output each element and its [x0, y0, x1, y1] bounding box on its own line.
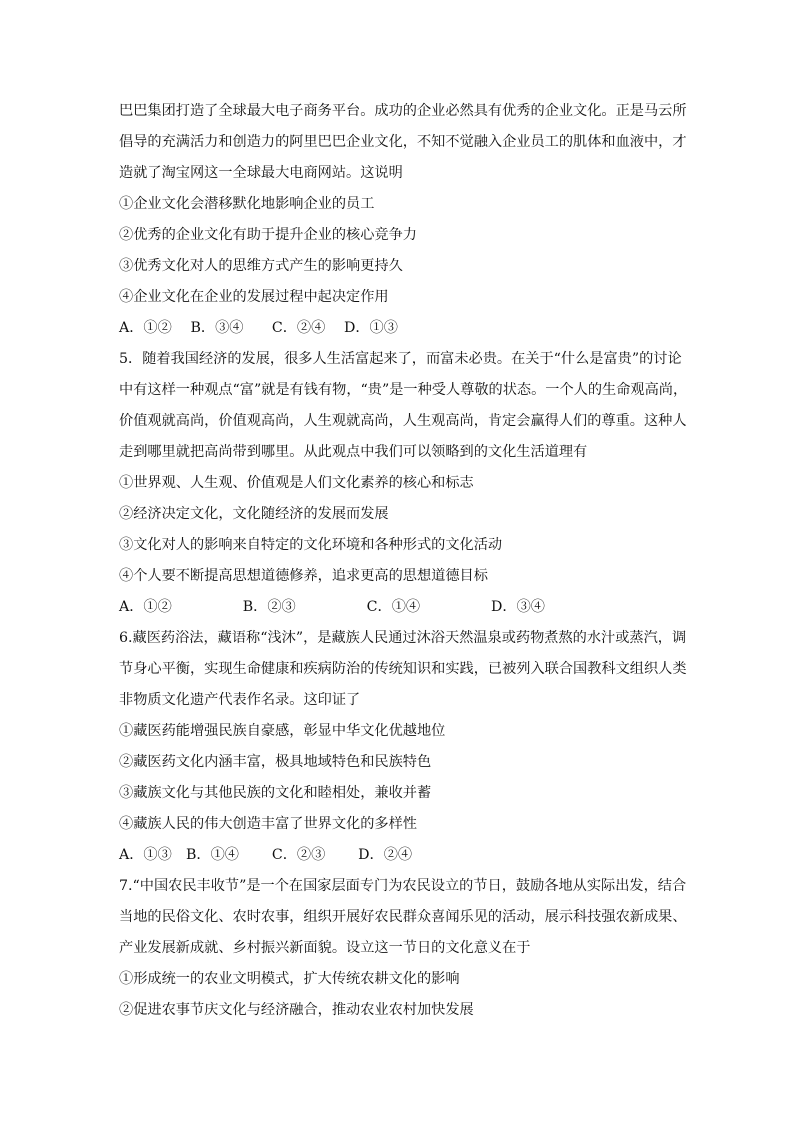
question-5-stem-line: 中有这样一种观点“富”就是有钱有物，“贵”是一种受人尊敬的状态。一个人的生命观高尚，: [119, 382, 688, 398]
question-4-item-4: ④企业文化在企业的发展过程中起决定作用: [119, 289, 389, 305]
question-4: [119, 96, 687, 344]
question-7-stem-line: 产业发展新成就、乡村振兴新面貌。设立这一节日的文化意义在于: [119, 940, 531, 956]
question-6-item-2: ②藏医药文化内涵丰富，极具地域特色和民族特色: [119, 754, 432, 770]
question-6-stem-line: 6.藏医药浴法，藏语称“浅沐”，是藏族人民通过沐浴天然温泉或药物煮熬的水汁或蒸汽，调: [119, 630, 687, 646]
question-5: [119, 344, 688, 623]
question-6-item-3: ③藏族文化与其他民族的文化和睦相处，兼收并蓄: [119, 785, 432, 801]
question-6-options: A．①③ B．①④ C．②③ D．②④: [119, 847, 413, 863]
question-4-item-1: ①企业文化会潜移默化地影响企业的员工: [119, 196, 375, 212]
question-7-item-2: ②促进农事节庆文化与经济融合，推动农业农村加快发展: [119, 1002, 474, 1018]
question-6-item-1: ①藏医药能增强民族自豪感，彰显中华文化优越地位: [119, 723, 446, 739]
page-content: [119, 96, 688, 1026]
question-4-stem-line: 造就了淘宝网这一全球最大电商网站。这说明: [119, 165, 403, 181]
question-4-item-3: ③优秀文化对人的思维方式产生的影响更持久: [119, 258, 403, 274]
question-7-stem-line: 当地的民俗文化、农时农事，组织开展好农民群众喜闻乐见的活动，展示科技强农新成果、: [119, 909, 687, 925]
question-4-options: A．①② B．③④ C．②④ D．①③: [119, 320, 398, 336]
question-5-stem-line: 5．随着我国经济的发展，很多人生活富起来了，而富未必贵。在关于“什么是富贵”的讨论: [119, 351, 682, 367]
question-6-stem-line: 节身心平衡，实现生命健康和疾病防治的传统知识和实践，已被列入联合国教科文组织人类: [119, 661, 687, 677]
question-5-options: A．①② B．②③ C．①④ D．③④: [119, 599, 545, 615]
question-5-item-2: ②经济决定文化，文化随经济的发展而发展: [119, 506, 389, 522]
question-4-stem-line: 倡导的充满活力和创造力的阿里巴巴企业文化，不知不觉融入企业员工的肌体和血液中，才: [119, 134, 687, 150]
question-5-stem-line: 价值观就高尚，价值观高尚，人生观就高尚，人生观高尚，肯定会赢得人们的尊重。这种人: [119, 413, 687, 429]
question-5-item-3: ③文化对人的影响来自特定的文化环境和各种形式的文化活动: [119, 537, 503, 553]
question-6-stem-line: 非物质文化遗产代表作名录。这印证了: [119, 692, 361, 708]
question-5-item-4: ④个人要不断提高思想道德修养，追求更高的思想道德目标: [119, 568, 488, 584]
question-6: [119, 623, 687, 871]
question-6-item-4: ④藏族人民的伟大创造丰富了世界文化的多样性: [119, 816, 417, 832]
question-4-stem-line: 巴巴集团打造了全球最大电子商务平台。成功的企业必然具有优秀的企业文化。正是马云所: [119, 103, 687, 119]
question-5-item-1: ①世界观、人生观、价值观是人们文化素养的核心和标志: [119, 475, 474, 491]
question-7-item-1: ①形成统一的农业文明模式，扩大传统农耕文化的影响: [119, 971, 460, 987]
question-7: [119, 871, 687, 1026]
question-4-item-2: ②优秀的企业文化有助于提升企业的核心竞争力: [119, 227, 417, 243]
question-7-stem-line: 7.“中国农民丰收节”是一个在国家层面专门为农民设立的节日，鼓励各地从实际出发，结合: [119, 878, 687, 894]
question-5-stem-line: 走到哪里就把高尚带到哪里。从此观点中我们可以领略到的文化生活道理有: [119, 444, 588, 460]
